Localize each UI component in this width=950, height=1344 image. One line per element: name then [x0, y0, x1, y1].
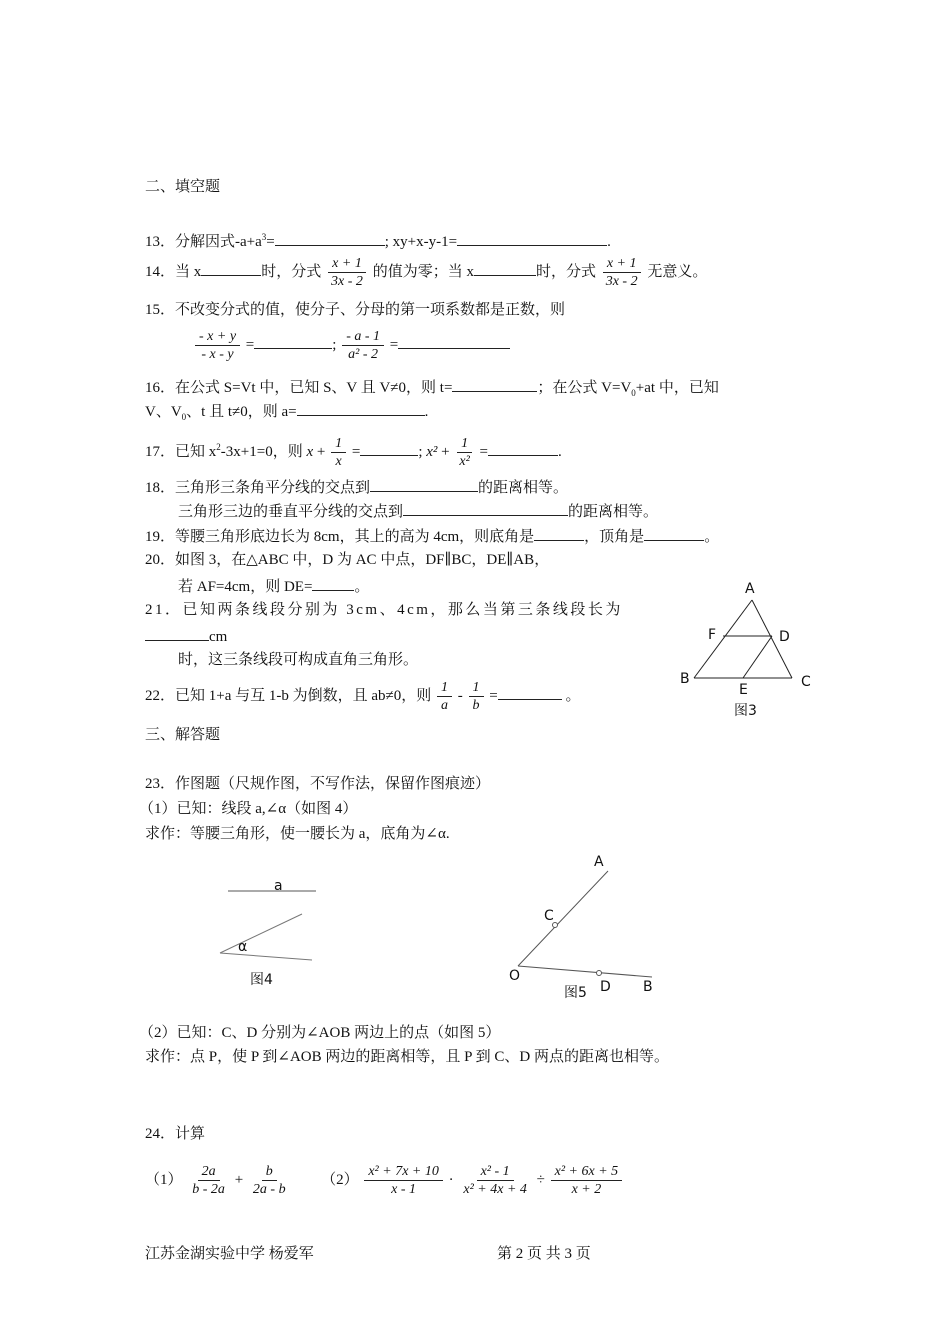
- question-23-part1-requirement: 求作：等腰三角形，使一腰长为 a，底角为∠α.: [145, 826, 450, 842]
- section-title: 三、解答题: [145, 727, 221, 743]
- question-18-line2: 三角形三边的垂直平分线的交点到 的距离相等。: [178, 501, 658, 521]
- fraction: $\frac{x + 1}{3x - 2}$: [327, 255, 367, 290]
- question-13: 13．分解因式$-a+a^3=$ ; xy+x-y-1= .: [145, 232, 611, 250]
- question-23-part1: （1）已知：线段 a,∠α（如图 4）: [139, 801, 358, 817]
- fraction: $\frac{\text{x² + 7x + 10}}{x - 1}$: [364, 1163, 443, 1198]
- question-21-line1: 21．已知两条线段分别为 3cm、4cm，那么当第三条线段长为: [145, 602, 623, 618]
- ray-ob: [518, 966, 652, 977]
- fraction: $\frac{x + 1}{3x - 2}$: [602, 255, 642, 290]
- fraction: $\frac{b}{2a - b}$: [252, 1164, 286, 1198]
- question-14: 14．当 x 时，分式 $\frac{x + 1}{3x - 2}$ 的值为零；当 x 时，分式 $\frac{x + 1}{3x - 2}$ 无意义。: [145, 256, 708, 290]
- figure-4-caption: 图4: [250, 972, 273, 988]
- label-d: D: [600, 979, 611, 995]
- question-20-line2: 若 AF=4cm，则 DE= 。: [178, 576, 369, 596]
- fraction: $\frac{1}{a}$: [437, 679, 452, 714]
- question-15-expressions: $\frac{- x + y}{- x - y}$ = ; $\frac{- a - 1}{\text{a² - 2}}$ =: [193, 325, 510, 365]
- label-b: B: [680, 671, 690, 687]
- label-c: C: [544, 908, 554, 924]
- label-a: A: [745, 581, 755, 597]
- footer-school: 江苏金湖实验中学 杨爱军: [145, 1246, 314, 1262]
- fraction: $\frac{\text{x² + 6x + 5}}{x + 2}$: [551, 1163, 623, 1198]
- question-15: 15．不改变分式的值，使分子、分母的第一项系数都是正数，则: [145, 302, 566, 318]
- label-f: F: [708, 627, 717, 643]
- figure-3-caption: 图3: [734, 703, 757, 719]
- question-21-line2: cm: [145, 626, 227, 646]
- fraction: $\frac{- x + y}{- x - y}$: [195, 328, 240, 363]
- label-b: B: [643, 979, 653, 995]
- question-16-line1: 16．在公式 S=Vt 中，已知 S、V 且 V≠0，则 t= ；在公式 $V=V_0+at$ 中，已知: [145, 377, 719, 402]
- fraction: $\frac{2a}{b - 2a}$: [192, 1164, 225, 1198]
- question-17: 17．已知 $x^2-3x+1=0$，则 x + $\frac{1}{x}$ = ; x² + $\frac{1}{\text{x²}}$ = .: [145, 436, 562, 470]
- label-c: C: [801, 674, 811, 690]
- question-24-expressions: （1） $\frac{2a}{b - 2a}$ + $\frac{b}{2a - b}$ （2） $\frac{\text{x² + 7x + 10}}{x - 1}$ · $\frac{\text{x² - 1}}{\text{x² + 4x + 4}}$ ÷ $\frac{\text{x² + 6x + 5}}{x + 2}$: [145, 1160, 624, 1200]
- question-18-line1: 18．三角形三条角平分线的交点到 的距离相等。: [145, 477, 568, 497]
- fraction: $\frac{1}{x}$: [331, 435, 346, 470]
- label-a: A: [594, 854, 604, 870]
- question-23-part2: （2）已知：C、D 分别为∠AOB 两边上的点（如图 5）: [139, 1025, 501, 1041]
- label-alpha: α: [238, 939, 248, 955]
- fraction: $\frac{1}{\text{x²}}$: [455, 435, 473, 470]
- label-e: E: [739, 682, 748, 698]
- fraction: $\frac{1}{b}$: [469, 679, 484, 714]
- label-d: D: [779, 629, 790, 645]
- point-d: [597, 971, 602, 976]
- label-a: a: [274, 878, 283, 894]
- question-23-title: 23．作图题（尺规作图，不写作法，保留作图痕迹）: [145, 776, 491, 792]
- fraction: $\frac{\text{x² - 1}}{\text{x² + 4x + 4}}$: [463, 1164, 527, 1198]
- question-24-title: 24．计算: [145, 1126, 206, 1142]
- question-21-line3: 时，这三条线段可构成直角三角形。: [178, 652, 419, 668]
- figure-5-caption: 图5: [564, 985, 587, 1001]
- question-23-part2-requirement: 求作：点 P，使 P 到∠AOB 两边的距离相等，且 P 到 C、D 两点的距离也相等。: [145, 1049, 669, 1065]
- question-22: 22．已知 1+a 与互 1-b 为倒数，且 ab≠0，则 $\frac{1}{a}$ - $\frac{1}{b}$ = 。: [145, 680, 581, 714]
- footer-page-number: 第 2 页 共 3 页: [497, 1246, 591, 1262]
- section-title: 二、填空题: [145, 179, 221, 195]
- label-o: O: [509, 968, 521, 984]
- question-16-line2: V、$V_0$、t 且 t≠0，则 a= .: [145, 401, 428, 426]
- ray-oa: [518, 871, 608, 966]
- question-20-line1: 20．如图 3，在△ABC 中，D 为 AC 中点，DF∥BC，DE∥AB，: [145, 552, 550, 568]
- fraction: $\frac{- a - 1}{\text{a² - 2}}$: [342, 328, 384, 363]
- question-19: 19．等腰三角形底边长为 8cm，其上的高为 4cm，则底角是 ，顶角是 。: [145, 526, 719, 546]
